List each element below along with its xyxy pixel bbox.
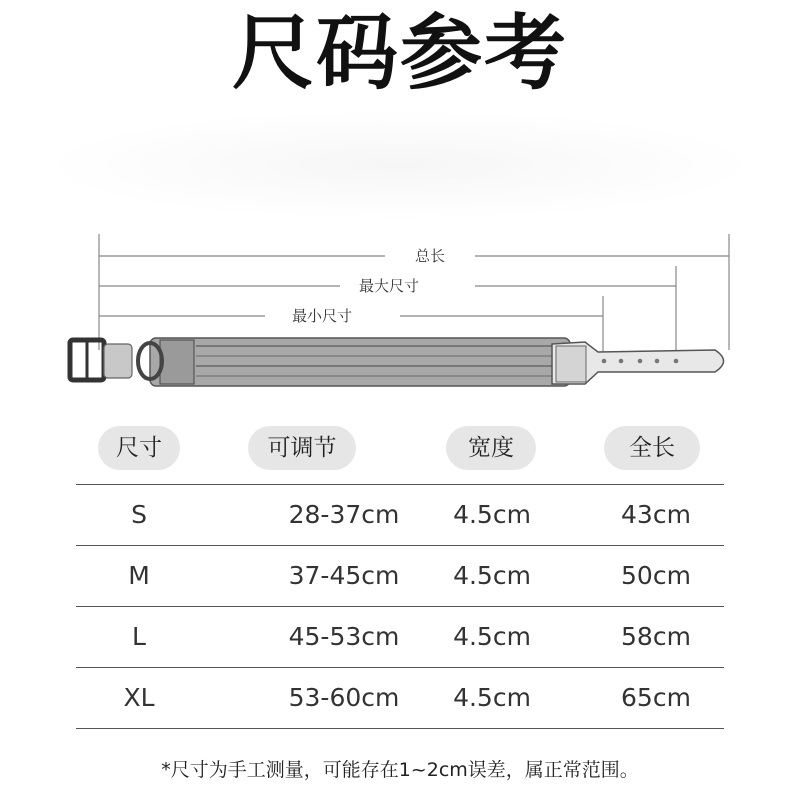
- cell-width: 4.5cm: [453, 500, 531, 529]
- cell-width: 4.5cm: [453, 561, 531, 590]
- cell-width: 4.5cm: [453, 622, 531, 651]
- table-row: [76, 667, 724, 729]
- header-width: 宽度: [446, 426, 536, 470]
- cell-size: L: [132, 622, 146, 651]
- collar-tip: [552, 342, 724, 384]
- collar-strap: [150, 338, 570, 386]
- cell-width: 4.5cm: [453, 683, 531, 712]
- cell-adjustable: 53-60cm: [288, 683, 400, 712]
- cell-adjustable: 45-53cm: [288, 622, 400, 651]
- cell-size: S: [131, 500, 147, 529]
- table-header: [76, 420, 724, 484]
- table-row: [76, 484, 724, 545]
- collar-diagram: [0, 220, 800, 400]
- header-length: 全长: [604, 426, 700, 470]
- max-size-label: 最大尺寸: [358, 277, 420, 295]
- cell-size: M: [128, 561, 150, 590]
- table-row: [76, 606, 724, 667]
- measurement-note: *尺寸为手工测量，可能存在1~2cm误差，属正常范围。: [161, 759, 639, 781]
- total-length-label: 总长: [414, 247, 446, 265]
- cell-length: 43cm: [621, 500, 691, 529]
- min-size-label: 最小尺寸: [291, 307, 353, 325]
- buckle-icon: [70, 340, 162, 380]
- header-size: 尺寸: [98, 426, 180, 470]
- cell-adjustable: 28-37cm: [288, 500, 400, 529]
- cell-length: 50cm: [621, 561, 691, 590]
- header-adjustable: 可调节: [248, 426, 356, 470]
- background-haze: [40, 110, 760, 220]
- cell-length: 58cm: [621, 622, 691, 651]
- size-table: [76, 420, 724, 729]
- table-row: [76, 545, 724, 606]
- cell-adjustable: 37-45cm: [288, 561, 400, 590]
- page-title: 尺码参考: [231, 6, 568, 101]
- cell-length: 65cm: [621, 683, 691, 712]
- cell-size: XL: [123, 683, 155, 712]
